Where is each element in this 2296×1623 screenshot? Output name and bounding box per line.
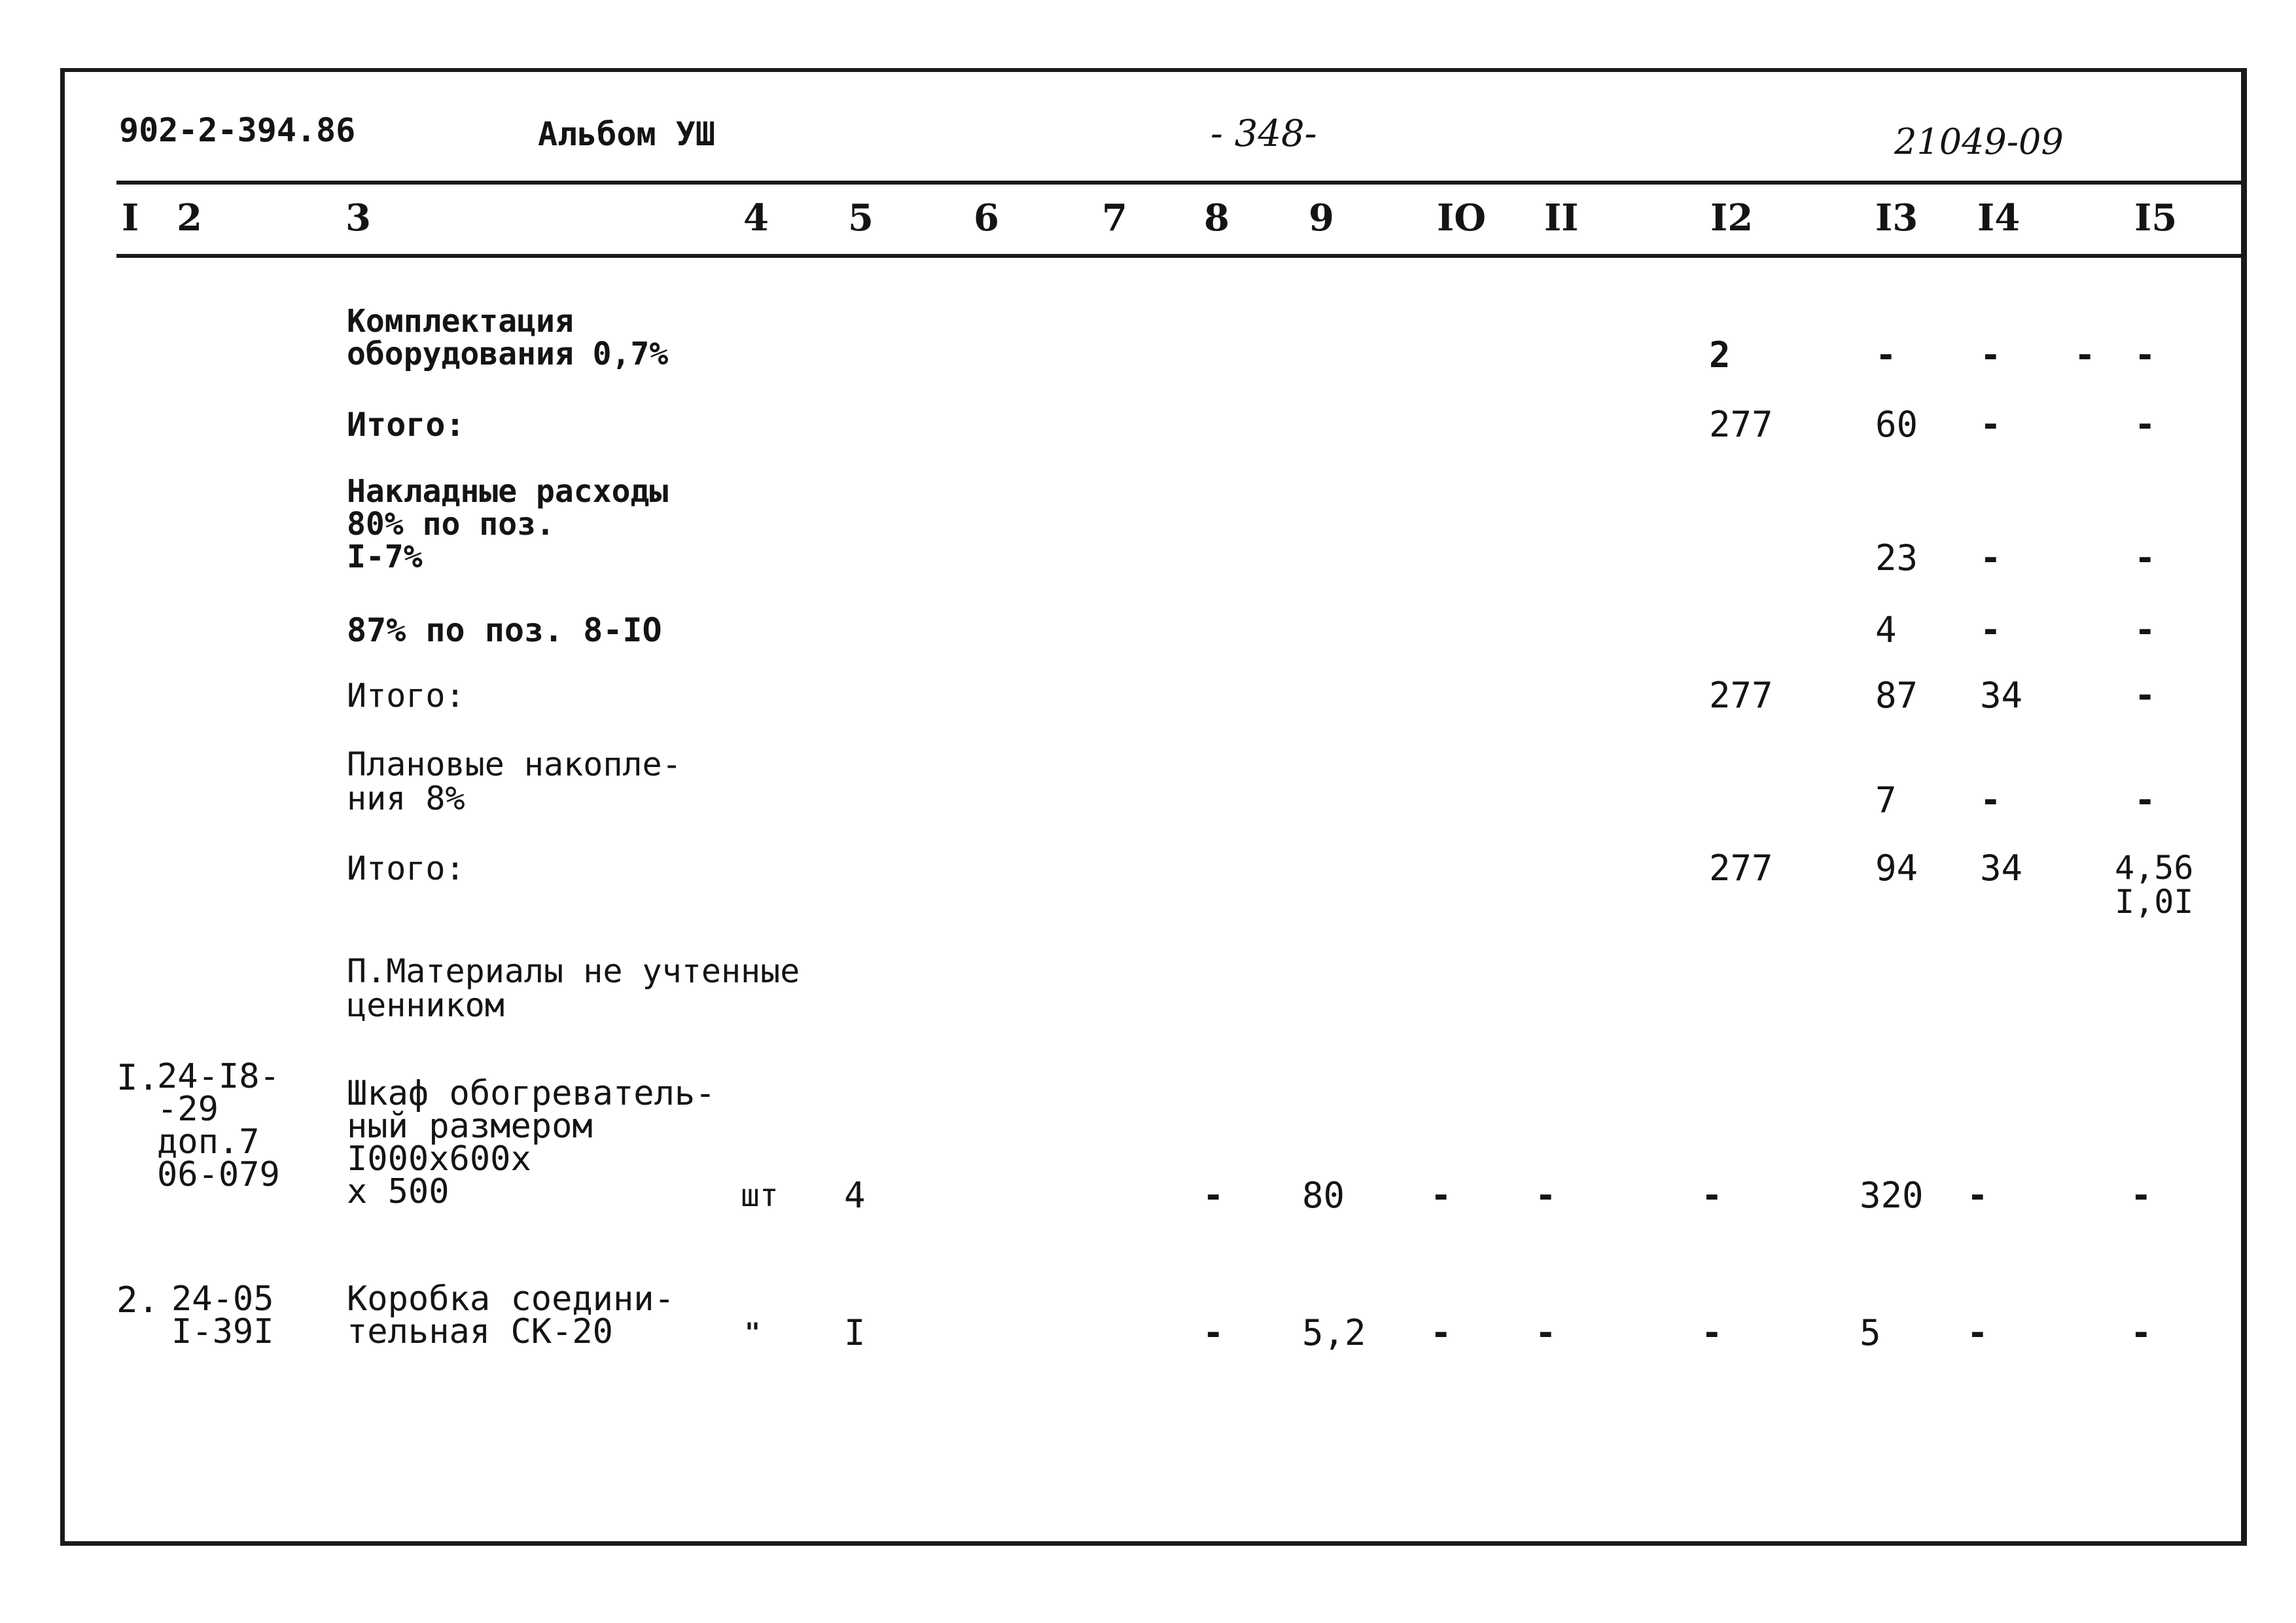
cell-col15: - (2130, 1312, 2152, 1353)
row-description: Итого: (347, 406, 465, 444)
row-description: Итого: (347, 677, 465, 715)
column-header-8: 8 (1204, 196, 1229, 240)
cell-col10: - (1430, 1175, 1452, 1216)
page-number: - 348- (1210, 113, 1317, 155)
cell-col15: - (2134, 609, 2156, 651)
item-unit: шт (741, 1177, 779, 1214)
cell-col10: - (1430, 1312, 1452, 1353)
column-header-12: I2 (1710, 196, 1754, 240)
cell-col13: - (1875, 334, 1897, 376)
item-unit: " (745, 1318, 761, 1348)
cell-col15: 4,56 I,0I (2115, 849, 2194, 921)
cell-col13: 23 (1875, 537, 1918, 579)
item-number: 2. (116, 1279, 160, 1321)
cell-col15: - (2134, 779, 2156, 821)
cell-col12: 277 (1709, 847, 1773, 889)
cell-col13: 60 (1875, 404, 1918, 445)
cell-col14: - (1980, 537, 2002, 579)
item-code: 24-I8- -29 доп.7 06-079 (157, 1057, 280, 1194)
cell-col14: 34 (1980, 847, 2023, 889)
column-header-1: I (122, 196, 139, 240)
cell-col12: 277 (1709, 675, 1773, 716)
project-code: 902-2-394.86 (119, 111, 356, 149)
cell-col14: - (1967, 1312, 1988, 1353)
cell-col14: - (1967, 1175, 1988, 1216)
cell-col14: 34 (1980, 675, 2023, 716)
cell-col13: 4 (1875, 609, 1897, 651)
cell-col15: - (2134, 675, 2156, 716)
cell-col15: - (2134, 537, 2156, 579)
column-header-rule (116, 254, 2244, 258)
column-header-15: I5 (2134, 196, 2178, 240)
cell-col13: 94 (1875, 847, 1918, 889)
cell-col14-extra: - (2074, 334, 2096, 376)
cell-col15: - (2134, 404, 2156, 445)
column-header-7: 7 (1102, 196, 1127, 240)
row-description: Комплектация оборудования 0,7% (347, 303, 669, 372)
item-description: Шкаф обогреватель- ный размером I000x600x x 500 (347, 1074, 716, 1211)
column-header-3: 3 (345, 196, 371, 240)
cell-col13: 87 (1875, 675, 1918, 716)
cell-col13: 320 (1860, 1175, 1924, 1216)
column-header-2: 2 (177, 196, 202, 240)
column-header-11: II (1544, 196, 1579, 240)
cell-col11: - (1535, 1312, 1557, 1353)
album-label: Альбом УШ (538, 115, 715, 153)
column-header-6: 6 (974, 196, 999, 240)
section-heading: П.Материалы не учтенные ценником (347, 952, 800, 1024)
cell-col8: - (1203, 1175, 1224, 1216)
cell-col12: - (1701, 1312, 1723, 1353)
item-quantity: 4 (844, 1175, 866, 1216)
row-description: Итого: (347, 849, 465, 887)
cell-col14: - (1980, 609, 2002, 651)
row-description: 87% по поз. 8-IO (347, 611, 662, 649)
cell-col14: - (1980, 334, 2002, 376)
cell-col15: - (2130, 1175, 2152, 1216)
cell-col12: 277 (1709, 404, 1773, 445)
item-quantity: I (844, 1312, 866, 1353)
cell-col11: - (1535, 1175, 1557, 1216)
cell-col12: 2 (1709, 334, 1731, 376)
column-header-4: 4 (743, 196, 769, 240)
column-header-14: I4 (1977, 196, 2021, 240)
item-description: Коробка соедини- тельная СК-20 (347, 1279, 675, 1351)
cell-col9: 80 (1302, 1175, 1345, 1216)
header-rule (116, 181, 2244, 185)
cell-col13: 7 (1875, 779, 1897, 821)
column-header-5: 5 (848, 196, 874, 240)
document-number: 21049-09 (1894, 121, 2064, 162)
cell-col14: - (1980, 779, 2002, 821)
item-code: 24-05 I-39I (171, 1279, 274, 1351)
item-number: I. (116, 1057, 160, 1098)
row-description: Плановые накопле- ния 8% (347, 745, 682, 817)
cell-col9: 5,2 (1302, 1312, 1366, 1353)
cell-col15: - (2134, 334, 2156, 376)
cell-col14: - (1980, 404, 2002, 445)
cell-col13: 5 (1860, 1312, 1881, 1353)
column-header-9: 9 (1309, 196, 1334, 240)
column-header-10: IO (1437, 196, 1486, 240)
column-header-13: I3 (1875, 196, 1918, 240)
cell-col12: - (1701, 1175, 1723, 1216)
row-description: Накладные расходы 80% по поз. I-7% (347, 473, 669, 575)
cell-col8: - (1203, 1312, 1224, 1353)
